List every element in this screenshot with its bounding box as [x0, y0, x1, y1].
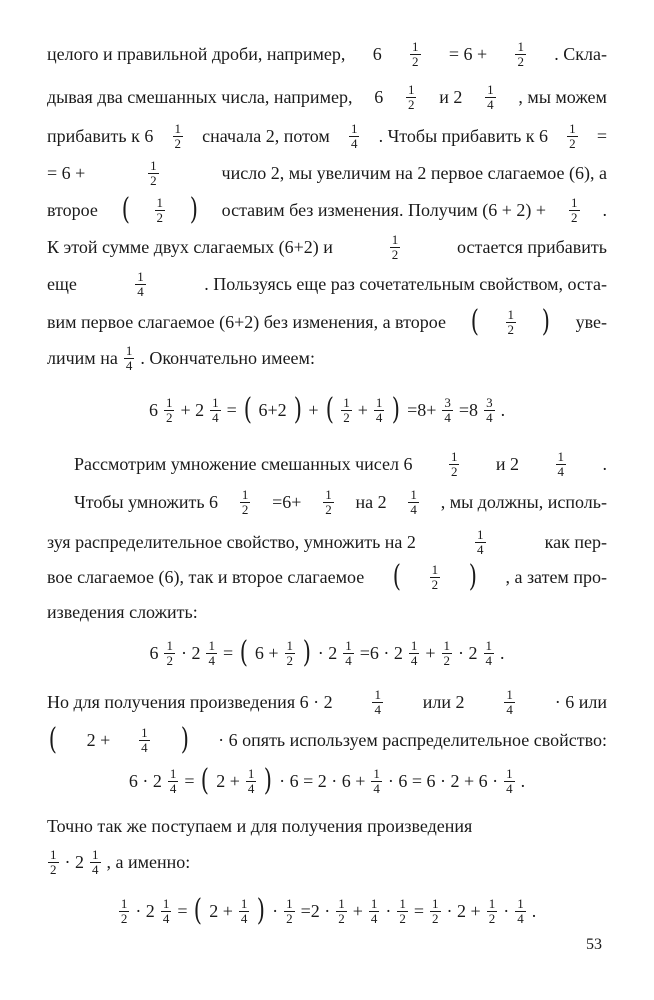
fraction-denominator: 4 [374, 701, 381, 717]
parenthesis: ( [121, 192, 130, 227]
fraction [206, 639, 217, 667]
parenthesis: ) [469, 559, 478, 594]
fraction-denominator: 2 [338, 910, 345, 926]
fraction-numerator: 1 [247, 765, 255, 781]
text-run: , мы должны, исполь- [440, 492, 607, 512]
text-run: 6 [148, 400, 158, 420]
fraction-denominator: 4 [370, 910, 378, 926]
fraction-numerator: 1 [431, 561, 439, 577]
fraction-denominator: 4 [375, 409, 383, 425]
text-run: + [425, 643, 436, 663]
text-run: + [352, 901, 363, 921]
text-run: вим первое слагаемое (6+2) без изменения, а второе [47, 312, 446, 332]
text-run: . Пользуясь еще раз сочетательным свойством, оста- [204, 274, 607, 294]
fraction-denominator: 2 [507, 321, 515, 337]
fraction [341, 396, 352, 424]
text-line [74, 446, 607, 482]
fraction-denominator: 2 [488, 910, 496, 926]
fraction-numerator: 1 [488, 895, 496, 911]
fraction-denominator: 2 [399, 910, 406, 926]
fraction-numerator: 3 [486, 394, 493, 410]
fraction-numerator: 1 [517, 38, 524, 54]
text-run: · 6 или [554, 692, 607, 712]
fraction-numerator: 1 [241, 486, 249, 502]
fraction-numerator: 1 [345, 637, 352, 653]
fraction-numerator: 1 [375, 394, 383, 410]
fraction [409, 639, 420, 667]
fraction [515, 40, 526, 68]
fraction-numerator: 1 [517, 895, 524, 911]
fraction-denominator: 4 [208, 652, 215, 668]
text-run: на 2 [355, 492, 387, 512]
text-line [0, 893, 654, 929]
fraction-denominator: 4 [410, 652, 418, 668]
fraction [442, 396, 453, 424]
text-run: , а затем про- [505, 567, 607, 587]
text-run: =6+ [272, 492, 302, 512]
fraction [246, 767, 257, 795]
parenthesis: ( [471, 304, 480, 339]
page-number: 53 [586, 936, 602, 953]
parenthesis: ( [194, 893, 203, 928]
text-run: и 2 [439, 87, 463, 107]
fraction [90, 848, 101, 876]
fraction [284, 897, 295, 925]
text-run: · [385, 901, 392, 921]
fraction-denominator: 2 [443, 652, 451, 668]
fraction-denominator: 4 [487, 96, 494, 112]
text-run: еще [47, 274, 77, 294]
text-run: прибавить к 6 [47, 126, 154, 146]
fraction-denominator: 2 [286, 652, 293, 668]
text-run: личим на [47, 348, 118, 368]
fraction-numerator: 1 [432, 895, 439, 911]
fraction-denominator: 4 [485, 652, 493, 668]
fraction-numerator: 1 [50, 846, 57, 862]
fraction-numerator: 1 [507, 306, 515, 322]
fraction-numerator: 1 [286, 637, 293, 653]
fraction [556, 450, 567, 478]
fraction [487, 897, 498, 925]
fraction [475, 528, 486, 556]
fraction-denominator: 4 [162, 910, 170, 926]
text-run: = 6 + [47, 163, 86, 183]
fraction-denominator: 2 [450, 463, 458, 479]
fraction [397, 897, 408, 925]
text-line [0, 763, 654, 799]
parenthesis: ) [180, 722, 189, 757]
fraction-denominator: 4 [477, 541, 484, 557]
fraction [504, 688, 515, 716]
fraction-numerator: 1 [399, 895, 406, 911]
text-run: . [531, 901, 537, 921]
fraction [155, 196, 166, 224]
fraction [139, 726, 150, 754]
text-run: Но для получения произведения 6 · 2 [47, 692, 333, 712]
fraction-numerator: 1 [165, 394, 173, 410]
fraction-numerator: 3 [444, 394, 451, 410]
fraction [161, 897, 172, 925]
fraction [371, 767, 382, 795]
text-line [47, 266, 607, 302]
text-run: К этой сумме двух слагаемых (6+2) и [47, 237, 333, 257]
text-run: =2 · [300, 901, 331, 921]
fraction-numerator: 1 [141, 724, 148, 740]
text-run: и 2 [495, 454, 520, 474]
fraction [173, 122, 184, 150]
fraction [506, 308, 517, 336]
fraction-numerator: 1 [162, 895, 170, 911]
fraction [164, 639, 175, 667]
fraction [372, 688, 383, 716]
text-run: зуя распределительное свойство, умножить на 2 [47, 532, 416, 552]
fraction-denominator: 4 [169, 780, 177, 796]
text-run: Чтобы умножить 6 [74, 492, 219, 512]
text-line [47, 229, 607, 265]
fraction-numerator: 1 [412, 38, 419, 54]
fraction [369, 897, 380, 925]
fraction-denominator: 2 [50, 861, 57, 877]
fraction [390, 233, 401, 261]
parenthesis: ) [264, 763, 273, 798]
fraction-numerator: 1 [485, 637, 493, 653]
fraction-numerator: 1 [569, 120, 576, 136]
fraction-denominator: 2 [120, 910, 128, 926]
fraction [504, 767, 515, 795]
text-line [47, 79, 607, 115]
fraction-numerator: 1 [212, 394, 219, 410]
fraction [336, 897, 347, 925]
text-line [47, 36, 607, 72]
fraction-numerator: 1 [150, 157, 157, 173]
text-line [47, 808, 607, 844]
fraction [449, 450, 460, 478]
fraction [430, 563, 441, 591]
text-run: 6 + [254, 643, 279, 663]
text-run: целого и правильной дроби, например, [47, 44, 346, 64]
text-run: число 2, мы увеличим на 2 первое слагаемое (6), а [221, 163, 607, 183]
fraction [135, 270, 146, 298]
text-line [0, 392, 654, 428]
fraction-denominator: 4 [506, 780, 513, 796]
fraction-numerator: 1 [166, 637, 173, 653]
fraction [349, 122, 360, 150]
fraction-numerator: 1 [240, 895, 248, 911]
fraction-denominator: 4 [240, 910, 248, 926]
fraction-numerator: 1 [350, 120, 358, 136]
text-run: · 2 [317, 643, 338, 663]
parenthesis: ( [239, 635, 249, 670]
text-run: · [272, 901, 279, 921]
parenthesis: ) [293, 392, 302, 427]
fraction-numerator: 1 [571, 194, 578, 210]
fraction-numerator: 1 [477, 526, 484, 542]
fraction-denominator: 2 [571, 209, 578, 225]
text-run: сначала 2, потом [202, 126, 330, 146]
text-run: + 2 [180, 400, 205, 420]
text-run: · 6 = 6 · 2 + 6 · [387, 771, 499, 791]
fraction-denominator: 2 [343, 409, 350, 425]
text-run: + [357, 400, 368, 420]
parenthesis: ( [392, 559, 401, 594]
fraction-denominator: 2 [165, 409, 173, 425]
text-run: второе [47, 200, 98, 220]
text-line [47, 594, 607, 630]
fraction-denominator: 2 [517, 53, 524, 69]
fraction [410, 40, 421, 68]
text-run: . [520, 771, 526, 791]
parenthesis: ( [243, 392, 252, 427]
fraction-denominator: 4 [125, 357, 133, 373]
fraction-denominator: 4 [141, 739, 148, 755]
fraction [569, 196, 580, 224]
fraction-numerator: 1 [443, 637, 451, 653]
fraction [408, 488, 419, 516]
fraction-numerator: 1 [137, 268, 144, 284]
fraction-denominator: 2 [166, 652, 173, 668]
fraction-numerator: 1 [487, 81, 494, 97]
fraction [430, 897, 441, 925]
text-line [74, 484, 607, 520]
fraction-numerator: 1 [407, 81, 415, 97]
fraction [164, 396, 175, 424]
fraction-denominator: 4 [345, 652, 352, 668]
fraction [323, 488, 334, 516]
parenthesis: ) [189, 192, 198, 227]
fraction [168, 767, 179, 795]
fraction-numerator: 1 [410, 637, 418, 653]
text-run: вое слагаемое (6), так и второе слагаемое [47, 567, 365, 587]
fraction-denominator: 2 [150, 172, 157, 188]
text-run: = 6 + [448, 44, 488, 64]
text-line [47, 722, 607, 758]
text-run: . [602, 200, 607, 220]
fraction-denominator: 2 [241, 501, 249, 517]
fraction-denominator: 4 [410, 501, 417, 517]
fraction-numerator: 1 [286, 895, 293, 911]
fraction-numerator: 1 [370, 895, 378, 911]
text-line [47, 684, 607, 720]
fraction-numerator: 1 [92, 846, 99, 862]
text-line [47, 559, 607, 595]
text-run: = [184, 771, 195, 791]
text-line [47, 844, 607, 880]
fraction [239, 897, 250, 925]
fraction [148, 159, 159, 187]
fraction-denominator: 2 [174, 135, 182, 151]
text-run: . [500, 400, 506, 420]
fraction [343, 639, 354, 667]
text-line [47, 340, 607, 376]
fraction-numerator: 1 [343, 394, 350, 410]
text-run: уве- [575, 312, 607, 332]
fraction-denominator: 2 [325, 501, 332, 517]
fraction-numerator: 1 [410, 486, 417, 502]
fraction-denominator: 4 [486, 409, 493, 425]
fraction-denominator: 4 [212, 409, 219, 425]
text-run: как пер- [544, 532, 607, 552]
text-run: 6 [149, 643, 159, 663]
text-line [0, 635, 654, 671]
fraction-denominator: 4 [444, 409, 451, 425]
parenthesis: ) [542, 304, 551, 339]
parenthesis: ( [325, 392, 334, 427]
fraction-numerator: 1 [391, 231, 399, 247]
fraction [124, 344, 135, 372]
fraction-denominator: 4 [373, 780, 380, 796]
fraction [442, 639, 453, 667]
text-run: дывая два смешанных числа, например, [47, 87, 353, 107]
text-line [47, 155, 607, 191]
text-run: изведения сложить: [47, 602, 198, 622]
fraction-denominator: 4 [557, 463, 565, 479]
fraction-denominator: 2 [156, 209, 164, 225]
fraction-numerator: 1 [120, 895, 128, 911]
parenthesis: ( [48, 722, 57, 757]
text-run: =8+ [407, 400, 437, 420]
text-run: остается прибавить [457, 237, 607, 257]
text-run: = [596, 126, 607, 146]
fraction [484, 396, 495, 424]
text-run: = [222, 643, 234, 663]
text-run: = [413, 901, 425, 921]
fraction [567, 122, 578, 150]
fraction-denominator: 4 [506, 701, 513, 717]
text-run: , а именно: [106, 852, 191, 872]
fraction-denominator: 2 [412, 53, 419, 69]
text-run: . [602, 454, 607, 474]
fraction-numerator: 1 [325, 486, 332, 502]
text-run: · 6 опять используем распределительное свойство: [218, 730, 607, 750]
fraction-numerator: 1 [557, 448, 565, 464]
text-run: · 2 [135, 901, 155, 921]
text-run: 6 · 2 [128, 771, 162, 791]
fraction-denominator: 2 [432, 910, 439, 926]
text-run: · 2 [64, 852, 84, 872]
fraction-numerator: 1 [208, 637, 215, 653]
text-run: =6 · 2 [359, 643, 403, 663]
parenthesis: ) [392, 392, 401, 427]
text-line [47, 192, 607, 228]
fraction-numerator: 1 [156, 194, 164, 210]
fraction [285, 639, 296, 667]
text-run: . Скла- [554, 44, 607, 64]
text-run: · [503, 901, 510, 921]
text-line [47, 304, 607, 340]
text-run: · 2 + [446, 901, 481, 921]
text-run: 6 [374, 87, 384, 107]
parenthesis: ) [257, 893, 266, 928]
text-run: = [226, 400, 237, 420]
text-run: = [177, 901, 188, 921]
fraction-numerator: 1 [506, 765, 513, 781]
text-run: 2 + [216, 771, 240, 791]
text-run: или 2 [422, 692, 465, 712]
fraction-numerator: 1 [374, 686, 381, 702]
text-run: оставим без изменения. Получим (6 + 2) + [221, 200, 547, 220]
fraction-numerator: 1 [174, 120, 182, 136]
fraction-denominator: 2 [569, 135, 576, 151]
fraction-denominator: 4 [517, 910, 524, 926]
fraction-numerator: 1 [450, 448, 458, 464]
text-run: . Окончательно имеем: [140, 348, 315, 368]
text-run: . [500, 643, 505, 663]
fraction [240, 488, 251, 516]
fraction-denominator: 2 [286, 910, 293, 926]
fraction-numerator: 1 [338, 895, 345, 911]
parenthesis: ) [302, 635, 311, 670]
fraction [515, 897, 526, 925]
fraction-numerator: 1 [373, 765, 380, 781]
text-run: Точно так же поступаем и для получения произведения [47, 816, 473, 836]
fraction [48, 848, 59, 876]
text-run: · 6 = 2 · 6 + [279, 771, 366, 791]
text-run: Рассмотрим умножение смешанных чисел 6 [74, 454, 413, 474]
text-run: + [308, 400, 319, 420]
fraction [119, 897, 130, 925]
text-run: 2 + [209, 901, 233, 921]
fraction-denominator: 4 [247, 780, 255, 796]
fraction [484, 639, 495, 667]
fraction-denominator: 2 [407, 96, 415, 112]
text-run: · 2 [458, 643, 478, 663]
fraction-numerator: 1 [169, 765, 177, 781]
fraction [374, 396, 385, 424]
text-run: . Чтобы прибавить к 6 [378, 126, 549, 146]
fraction-denominator: 4 [92, 861, 99, 877]
fraction-denominator: 2 [391, 246, 399, 262]
text-run: · 2 [180, 643, 201, 663]
text-run: 6 [372, 44, 382, 64]
parenthesis: ( [201, 763, 210, 798]
text-line [47, 524, 607, 560]
text-run: 6+2 [258, 400, 287, 420]
text-line [47, 118, 607, 154]
fraction [210, 396, 221, 424]
fraction [485, 83, 496, 111]
fraction [406, 83, 417, 111]
fraction-denominator: 2 [431, 576, 439, 592]
fraction-numerator: 1 [506, 686, 513, 702]
fraction-numerator: 1 [125, 342, 133, 358]
text-run: 2 + [86, 730, 111, 750]
fraction-denominator: 4 [350, 135, 358, 151]
fraction-denominator: 4 [137, 283, 144, 299]
text-run: , мы можем [518, 87, 607, 107]
text-run: =8 [458, 400, 479, 420]
